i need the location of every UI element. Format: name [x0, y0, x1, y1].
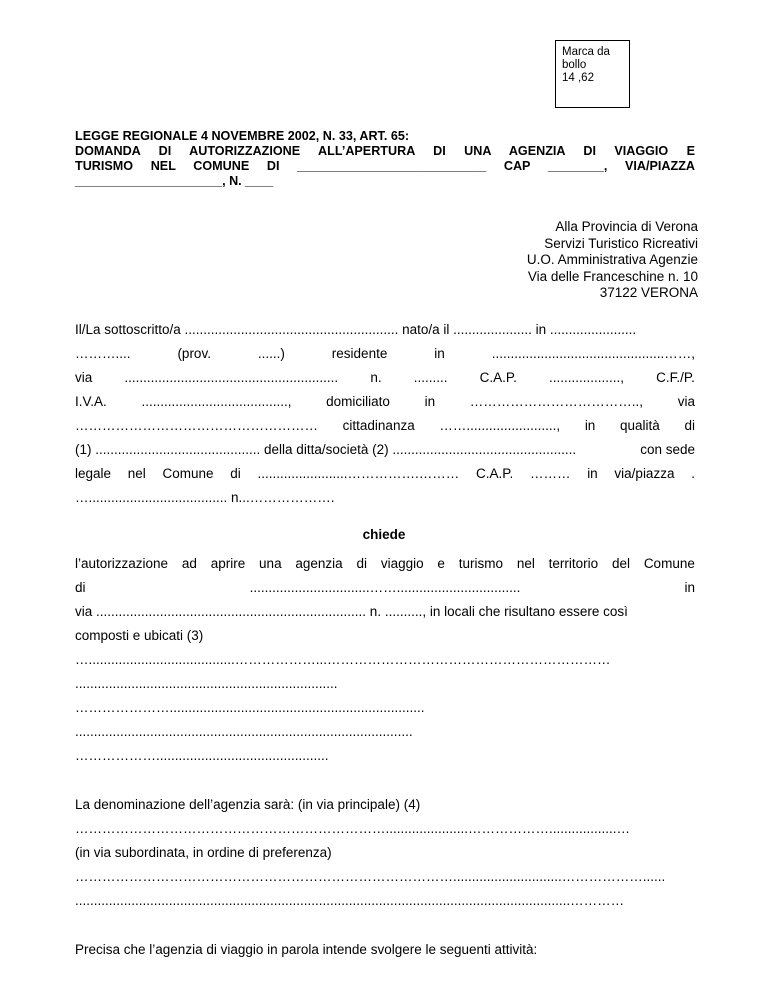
form-text: Il/La sottoscritto/a ......................................................... nato/a il ..................... in .......................: [75, 322, 637, 337]
form-text: in: [587, 466, 598, 481]
form-text: ………: [529, 466, 571, 481]
form-text: in: [684, 580, 695, 595]
title-line: TURISMO NEL COMUNE DI ___________________________ CAP ________, VIA/PIAZZA: [75, 159, 695, 173]
form-text: di: [356, 556, 368, 571]
section-heading: chiede: [362, 527, 406, 542]
premises-fill-line: ..........................................................................................: [75, 724, 413, 739]
form-text: con sede: [640, 442, 695, 457]
agency-name-sub-label: (in via subordinata, in ordine di preferenza): [75, 845, 332, 860]
premises-fill-line: ......................................................................: [75, 676, 338, 691]
address-line: Alla Provincia di Verona: [555, 219, 698, 234]
recipient-address: [527, 219, 698, 302]
form-text: ........................…………….………: [257, 466, 460, 481]
form-text: di: [230, 466, 241, 481]
declarant-line-7: [75, 466, 695, 482]
form-text: e: [437, 556, 445, 571]
form-text: di: [75, 580, 86, 595]
form-text: Comune: [162, 466, 214, 481]
form-text: nel: [516, 556, 535, 571]
stamp-line: Marca da: [562, 46, 610, 58]
form-text: via/piazza: [614, 466, 675, 481]
form-text: Comune: [643, 556, 695, 571]
stamp-line: 14 ,62: [562, 72, 594, 84]
form-text: legale: [75, 466, 112, 481]
form-text: una: [259, 556, 282, 571]
form-text: ………....: [75, 346, 131, 361]
revenue-stamp-box: [555, 40, 630, 108]
request-line-1: [75, 556, 695, 572]
form-text: C.A.P.: [475, 466, 514, 481]
agency-name-label: La denominazione dell’agenzia sarà: (in via principale) (4): [75, 797, 421, 812]
form-text: ......): [257, 346, 285, 361]
agency-name-fill-line: ……………………………………………………………......................………………..................…: [75, 821, 631, 836]
form-text: territorio: [548, 556, 599, 571]
declarant-line-2: [75, 346, 695, 362]
form-text: di: [684, 418, 695, 433]
agency-name-fill-line: ....................................................................................................................................…………: [75, 893, 625, 908]
form-text: qualità: [619, 418, 660, 433]
form-text: (prov.: [177, 346, 211, 361]
form-text: turismo: [458, 556, 504, 571]
form-text: .: [691, 466, 695, 481]
declarant-line-4: [75, 394, 695, 410]
form-text: residente: [331, 346, 388, 361]
form-text: domiciliato: [326, 394, 390, 409]
form-text: via: [75, 370, 93, 385]
form-text: agenzia: [295, 556, 343, 571]
declarant-line-6: [75, 442, 695, 458]
declarant-line-8: [75, 490, 695, 506]
form-text: ………………………………..,: [469, 394, 644, 409]
title-line: LEGGE REGIONALE 4 NOVEMBRE 2002, N. 33, ART. 65:: [75, 129, 410, 143]
premises-fill-line: …………………....................................................................: [75, 700, 425, 715]
address-line: Servizi Turistico Ricreativi: [544, 235, 698, 251]
form-text: ad: [181, 556, 197, 571]
form-text: .........................................................: [124, 370, 339, 385]
declarant-line-5: [75, 418, 695, 434]
form-text: I.V.A.: [75, 394, 107, 409]
request-line-3: [75, 604, 695, 620]
request-line-2: [75, 580, 695, 596]
form-text: ...................,: [549, 370, 625, 385]
address-line: 37122 VERONA: [599, 285, 698, 300]
form-text: composti e ubicati (3): [75, 628, 204, 643]
form-text: viaggio: [380, 556, 424, 571]
request-line-4: [75, 628, 695, 644]
premises-fill-line: ………………..............................................: [75, 748, 329, 763]
form-text: ................................…….................................: [249, 580, 521, 595]
form-text: nel: [127, 466, 146, 481]
document-title: [75, 129, 695, 189]
form-text: .......................................,: [141, 394, 292, 409]
form-text: in: [424, 394, 436, 409]
address-line: Via delle Franceschine n. 10: [527, 268, 698, 284]
form-text: .........: [413, 370, 448, 385]
form-text: C.A.P.: [479, 370, 517, 385]
declarant-line-3: [75, 370, 695, 386]
form-text: …..................................... n...……………….: [75, 490, 335, 505]
form-text: via: [677, 394, 695, 409]
form-text: n.: [370, 370, 382, 385]
declarant-line-1: [75, 322, 695, 338]
premises-fill-line: ….......................................………………...………………………………………………………: [75, 652, 611, 667]
form-text: l’autorizzazione: [75, 556, 169, 571]
form-text: cittadinanza: [342, 418, 415, 433]
agency-name-fill-line: ………………………………………………………………………….............................………………......: [75, 869, 666, 884]
form-text: aprire: [210, 556, 246, 571]
activities-label: Precisa che l’agenzia di viaggio in parola intende svolgere le seguenti attività:: [75, 942, 538, 957]
form-text: ..............................................……,: [491, 346, 695, 361]
form-text: C.F./P.: [656, 370, 695, 385]
form-text: in: [434, 346, 445, 361]
address-line: U.O. Amministrativa Agenzie: [526, 252, 698, 267]
form-text: (1) ............................................ della ditta/società (2) .................................................: [75, 442, 577, 457]
form-text: ………………………………………………: [75, 418, 318, 433]
form-text: ……........................,: [439, 418, 561, 433]
form-text: in: [584, 418, 596, 433]
title-line: DOMANDA DI AUTORIZZAZIONE ALL’APERTURA DI UNA AGENZIA DI VIAGGIO E: [75, 144, 695, 158]
title-line: _____________________, N. ____: [75, 174, 274, 188]
form-text: via ........................................................................ n. .........., in locali che risultano essere così: [75, 604, 628, 619]
form-text: del: [611, 556, 630, 571]
stamp-line: bollo: [562, 59, 587, 71]
